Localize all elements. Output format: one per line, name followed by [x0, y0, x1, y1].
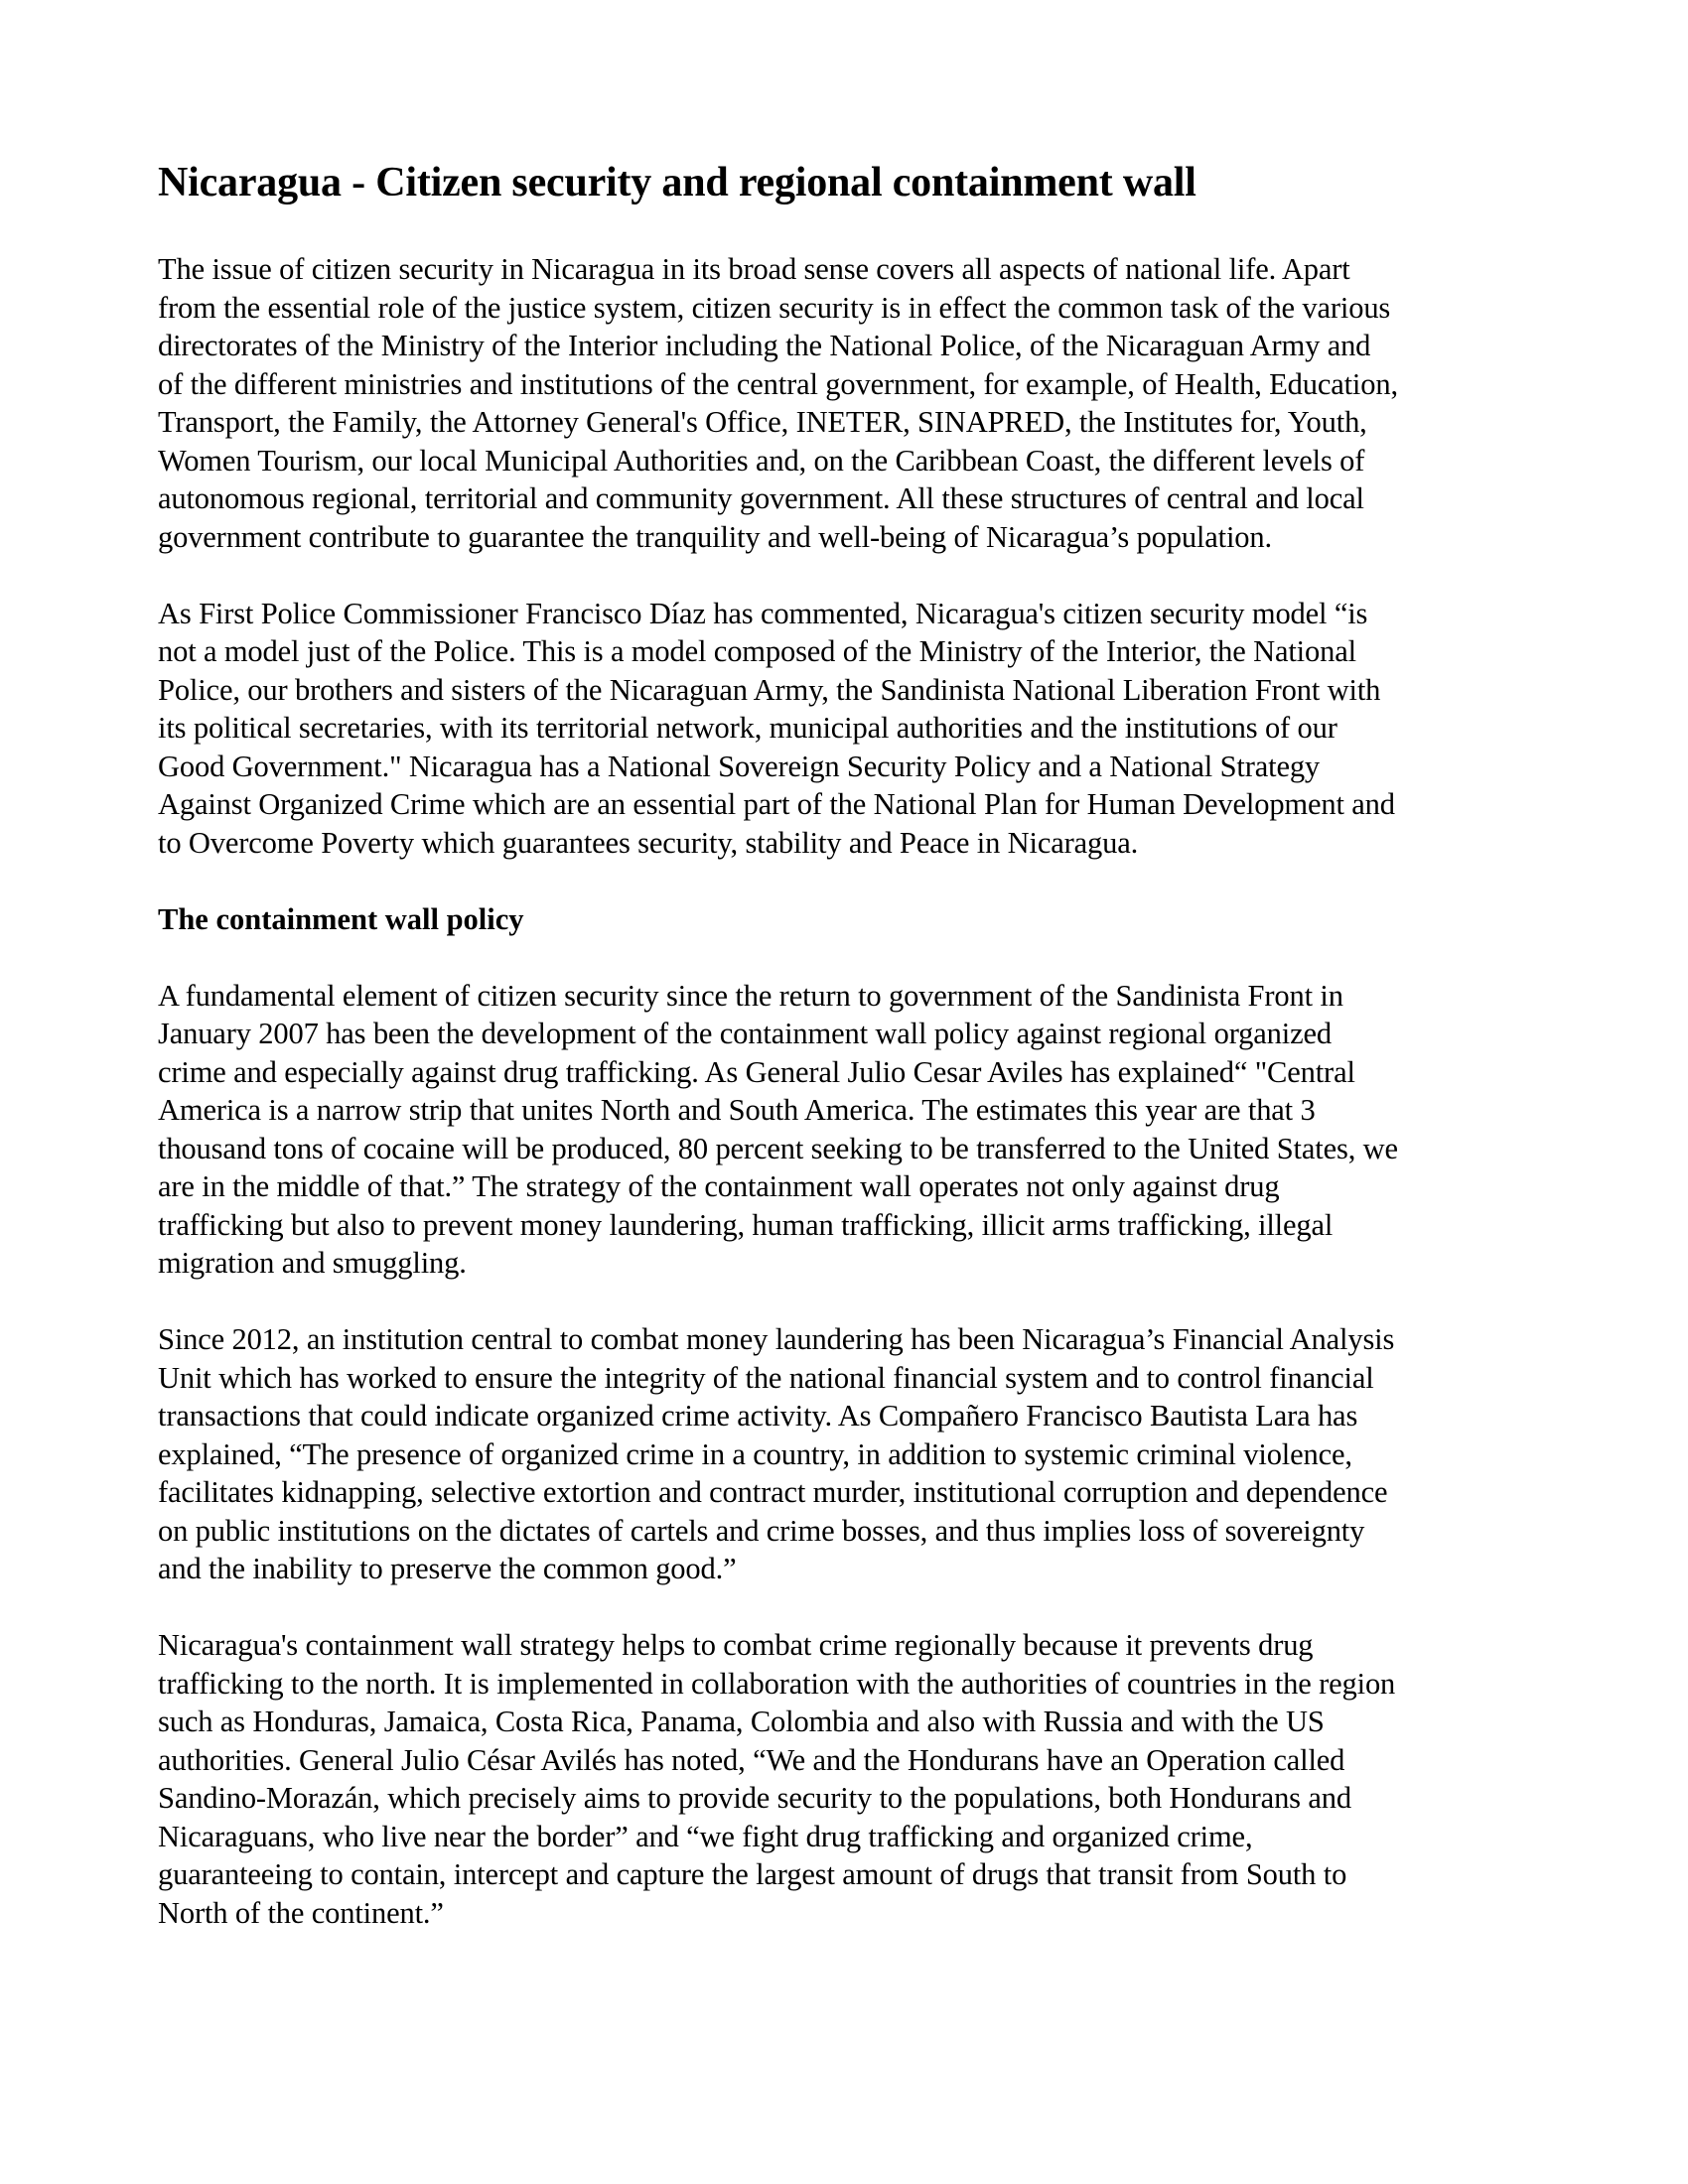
text-line: Women Tourism, our local Municipal Authorities and, on the Caribbean Coast, the different levels of: [158, 443, 1365, 478]
text-line: authorities. General Julio César Avilés has noted, “We and the Hondurans have an Operation called: [158, 1742, 1345, 1777]
text-line: migration and smuggling.: [158, 1246, 467, 1280]
text-line: North of the continent.”: [158, 1895, 444, 1930]
text-line: As First Police Commissioner Francisco Díaz has commented, Nicaragua's citizen security model “is: [158, 596, 1368, 630]
text-line: government contribute to guarantee the tranquility and well-being of Nicaragua’s population.: [158, 519, 1272, 554]
text-line: Unit which has worked to ensure the integrity of the national financial system and to control financial: [158, 1360, 1374, 1395]
text-line: such as Honduras, Jamaica, Costa Rica, Panama, Colombia and also with Russia and with the US: [158, 1705, 1325, 1738]
text-line: Sandino-Morazán, which precisely aims to provide security to the populations, both Hondurans and: [158, 1781, 1351, 1815]
text-line: its political secretaries, with its territorial network, municipal authorities and the institutions of our: [158, 711, 1337, 745]
section-heading: The containment wall policy: [158, 901, 524, 936]
text-line: guaranteeing to contain, intercept and capture the largest amount of drugs that transit from South to: [158, 1857, 1347, 1891]
text-line: not a model just of the Police. This is a model composed of the Ministry of the Interior, the National: [158, 634, 1356, 668]
text-line: January 2007 has been the development of the containment wall policy against regional organized: [158, 1017, 1332, 1050]
text-line: trafficking but also to prevent money laundering, human trafficking, illicit arms trafficking, illegal: [158, 1207, 1334, 1242]
text-line: of the different ministries and institutions of the central government, for example, of Health, Education,: [158, 366, 1398, 401]
text-line: Nicaraguans, who live near the border” and “we fight drug trafficking and organized crime,: [158, 1819, 1253, 1853]
text-line: from the essential role of the justice system, citizen security is in effect the common task of the various: [158, 290, 1391, 325]
text-line: The issue of citizen security in Nicaragua in its broad sense covers all aspects of national life. Apart: [158, 252, 1350, 286]
text-line: Police, our brothers and sisters of the Nicaraguan Army, the Sandinista National Liberation Front with: [158, 672, 1381, 707]
document-title: Nicaragua - Citizen security and regional containment wall: [158, 160, 1196, 205]
text-line: trafficking to the north. It is implemented in collaboration with the authorities of countries in the region: [158, 1666, 1396, 1701]
text-line: Transport, the Family, the Attorney General's Office, INETER, SINAPRED, the Institutes for, Youth,: [158, 405, 1367, 439]
paragraph-section-2: [158, 1320, 1543, 1588]
text-line: Since 2012, an institution central to combat money laundering has been Nicaragua’s Financial Analysis: [158, 1322, 1395, 1356]
paragraph-intro-1: [158, 250, 1543, 556]
containment-wall-section: [158, 900, 1543, 1933]
text-line: Against Organized Crime which are an essential part of the National Plan for Human Development and: [158, 787, 1395, 821]
text-line: America is a narrow strip that unites North and South America. The estimates this year are that 3: [158, 1093, 1316, 1127]
text-line: Nicaragua's containment wall strategy helps to combat crime regionally because it prevents drug: [158, 1628, 1314, 1662]
intro-section: [158, 250, 1543, 862]
paragraph-intro-2: [158, 595, 1543, 863]
document-page: [158, 157, 1543, 1971]
text-line: Good Government." Nicaragua has a National Sovereign Security Policy and a National Strategy: [158, 749, 1321, 783]
text-line: directorates of the Ministry of the Interior including the National Police, of the Nicaraguan Army and: [158, 329, 1371, 362]
text-line: A fundamental element of citizen security since the return to government of the Sandinista Front in: [158, 978, 1343, 1013]
text-line: to Overcome Poverty which guarantees security, stability and Peace in Nicaragua.: [158, 825, 1139, 860]
text-line: transactions that could indicate organized crime activity. As Compañero Francisco Bautista Lara has: [158, 1399, 1358, 1433]
paragraph-section-3: [158, 1626, 1543, 1932]
text-line: thousand tons of cocaine will be produced, 80 percent seeking to be transferred to the United States, we: [158, 1131, 1398, 1165]
paragraph-section-1: [158, 977, 1543, 1283]
text-line: and the inability to preserve the common good.”: [158, 1552, 737, 1585]
text-line: autonomous regional, territorial and community government. All these structures of central and local: [158, 481, 1364, 515]
text-line: crime and especially against drug trafficking. As General Julio Cesar Aviles has explained“ "Central: [158, 1054, 1355, 1089]
text-line: are in the middle of that.” The strategy of the containment wall operates not only against drug: [158, 1169, 1280, 1203]
text-line: facilitates kidnapping, selective extortion and contract murder, institutional corruption and dependence: [158, 1475, 1388, 1509]
text-line: explained, “The presence of organized crime in a country, in addition to systemic criminal violence,: [158, 1436, 1352, 1471]
text-line: on public institutions on the dictates of cartels and crime bosses, and thus implies loss of sovereignty: [158, 1513, 1365, 1548]
